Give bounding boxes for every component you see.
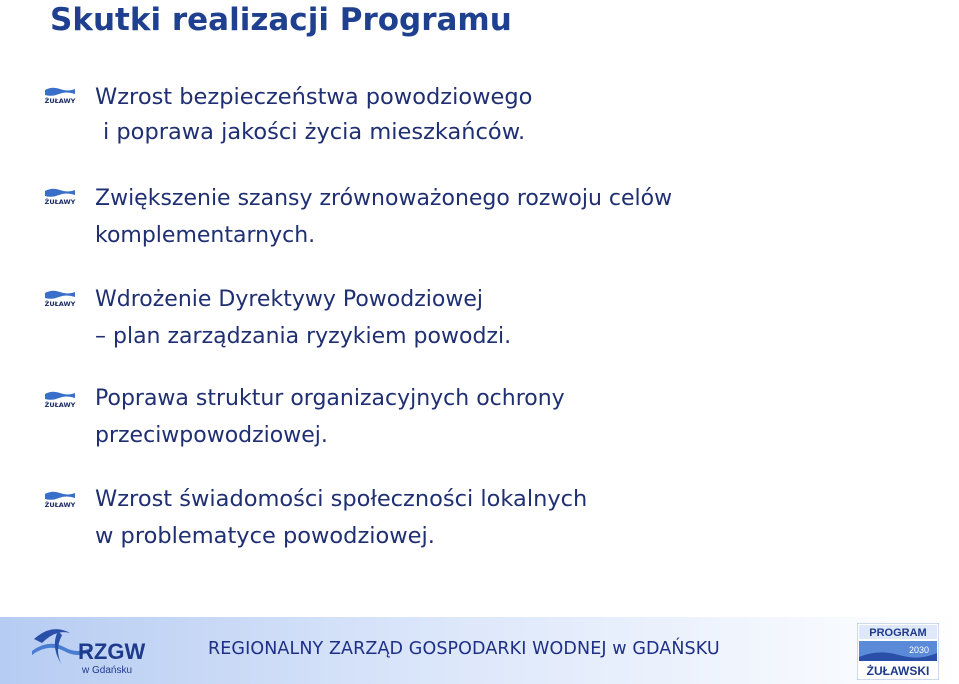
rzgw-logo: [28, 621, 148, 679]
svg-text:w Gdańsku: w Gdańsku: [82, 665, 133, 676]
zulawy-bullet-icon: [44, 390, 76, 408]
list-item-line: Zwiększenie szansy zrównoważonego rozwoju celów: [95, 186, 673, 211]
list-item: [95, 380, 815, 454]
zulawy-bullet-icon: [44, 187, 76, 205]
svg-text:ŻUŁAWY: ŻUŁAWY: [44, 401, 76, 408]
svg-text:RZGW: RZGW: [78, 639, 146, 664]
list-item: [95, 281, 815, 355]
svg-text:2030: 2030: [908, 645, 930, 655]
list-item-line: Wzrost bezpieczeństwa powodziowego: [95, 84, 533, 110]
zulawy-bullet-icon: [44, 86, 76, 104]
svg-text:ŻUŁAWSKI: ŻUŁAWSKI: [866, 664, 930, 678]
slide-title: Skutki realizacji Programu: [50, 2, 512, 38]
list-item-line: w problematyce powodziowej.: [95, 523, 435, 549]
svg-text:ŻUŁAWY: ŻUŁAWY: [44, 300, 76, 307]
program-zulawski-badge: [857, 623, 939, 680]
zulawy-bullet-icon: [44, 490, 76, 508]
svg-text:PROGRAM: PROGRAM: [869, 627, 927, 639]
list-item-line: Poprawa struktur organizacyjnych ochrony: [95, 386, 565, 411]
organization-name: REGIONALNY ZARZĄD GOSPODARKI WODNEJ w GDAŃSKU: [208, 639, 720, 659]
zulawy-bullet-icon: [44, 289, 76, 307]
list-item: [95, 180, 815, 254]
list-item-line: komplementarnych.: [95, 223, 316, 248]
svg-text:ŻUŁAWY: ŻUŁAWY: [44, 501, 76, 508]
list-item-line: Wzrost świadomości społeczności lokalnych: [95, 486, 588, 512]
list-item-line: Wdrożenie Dyrektywy Powodziowej: [95, 287, 483, 312]
svg-text:ŻUŁAWY: ŻUŁAWY: [44, 97, 76, 104]
svg-text:ŻUŁAWY: ŻUŁAWY: [44, 198, 76, 205]
list-item: [95, 481, 815, 555]
list-item-line: i poprawa jakości życia mieszkańców.: [103, 119, 526, 145]
slide-footer: [0, 617, 959, 684]
list-item: [95, 80, 815, 150]
list-item-line: – plan zarządzania ryzykiem powodzi.: [95, 324, 512, 349]
list-item-line: przeciwpowodziowej.: [95, 423, 328, 448]
